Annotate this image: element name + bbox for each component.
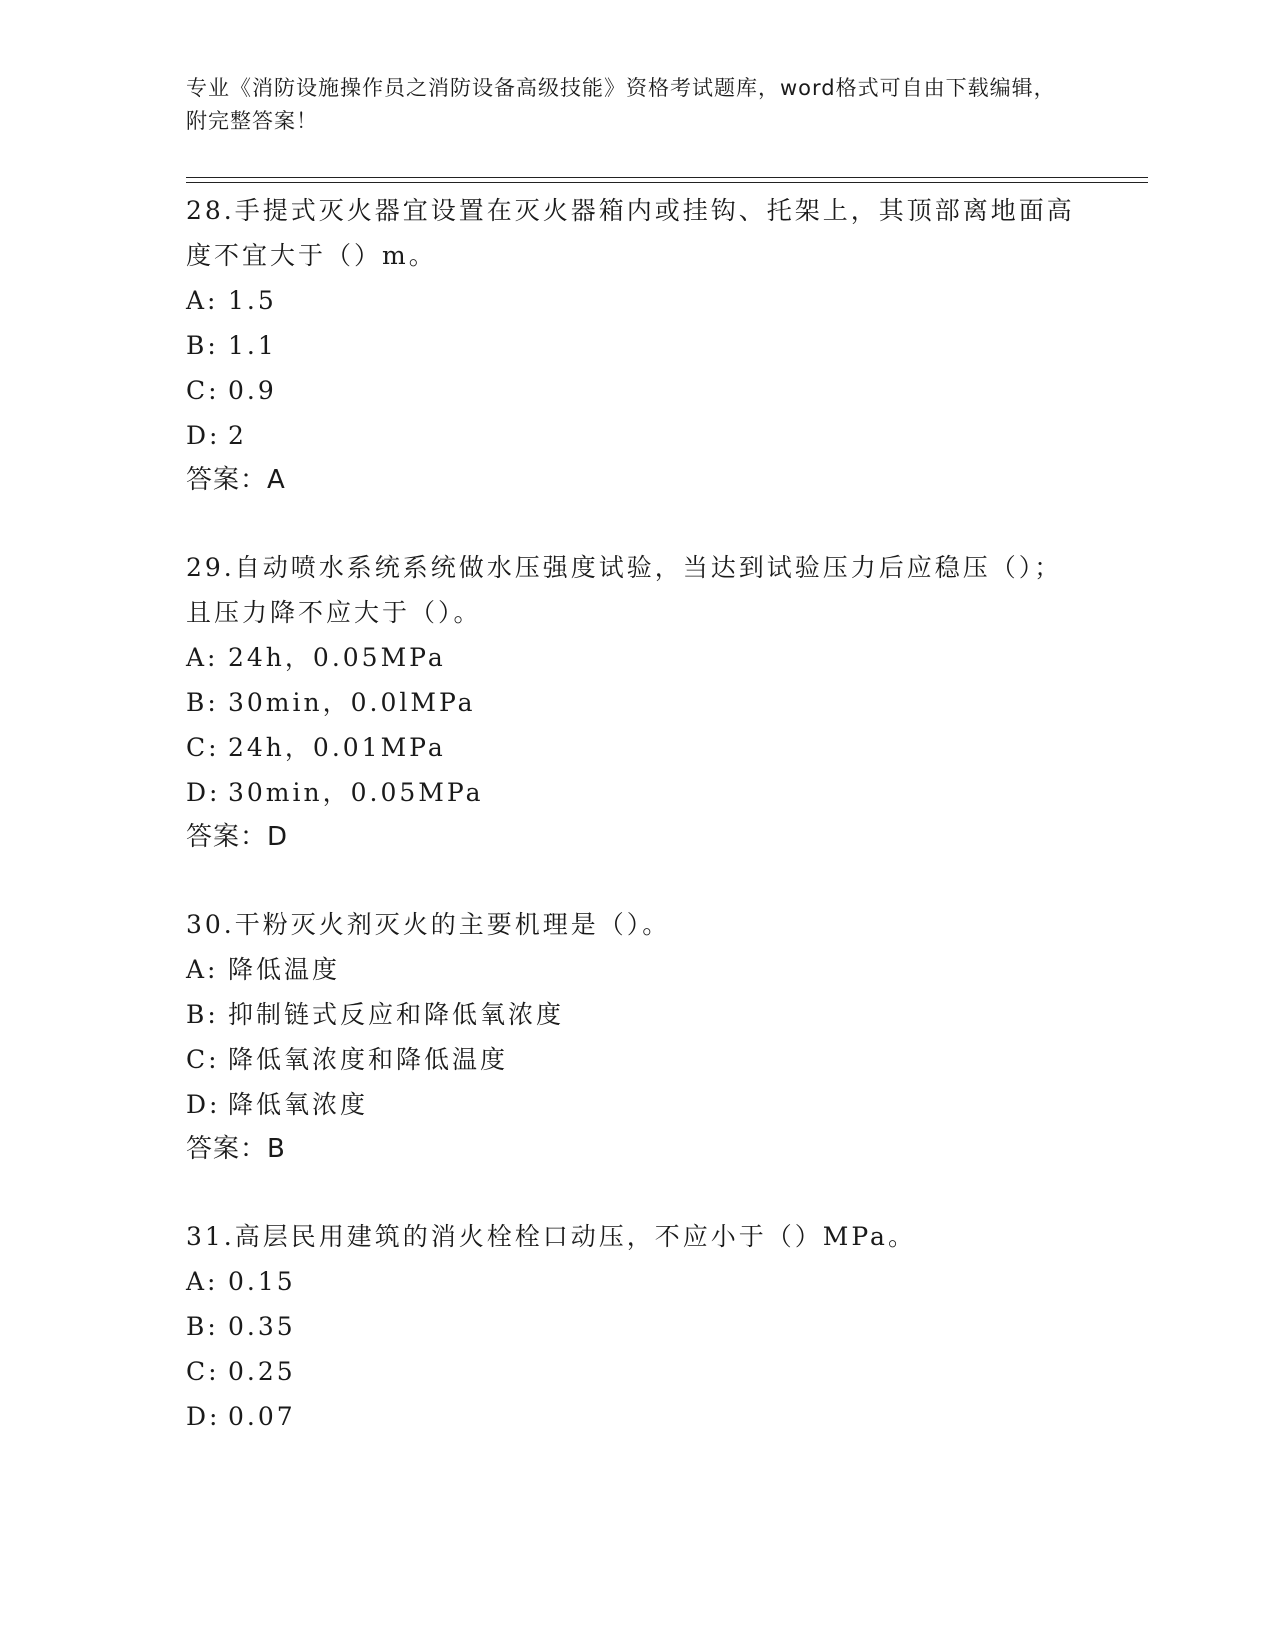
option-b <box>186 680 1086 725</box>
question-29 <box>186 545 1086 860</box>
option-letter: D: <box>186 1090 221 1119</box>
option-a <box>186 278 1086 323</box>
option-text: 24h，0.05MPa <box>228 643 446 672</box>
option-text: 降低氧浓度和降低温度 <box>228 1045 509 1074</box>
option-d <box>186 770 1086 815</box>
option-d <box>186 413 1086 458</box>
option-text: 2 <box>228 421 247 450</box>
option-c <box>186 725 1086 770</box>
option-c <box>186 1037 1086 1082</box>
option-text: 30min，0.05MPa <box>228 778 484 807</box>
option-letter: D: <box>186 1402 221 1431</box>
option-c <box>186 368 1086 413</box>
option-text: 1.5 <box>228 286 277 315</box>
option-letter: A: <box>186 1267 219 1296</box>
question-31 <box>186 1214 1086 1439</box>
answer-line: 答案：B <box>186 1134 286 1164</box>
option-letter: C: <box>186 376 220 405</box>
option-text: 降低温度 <box>228 955 341 984</box>
question-stem: 29.自动喷水系统系统做水压强度试验，当达到试验压力后应稳压（）；且压力降不应大于（）。 <box>186 553 1063 627</box>
option-letter: B: <box>186 331 219 360</box>
option-a <box>186 635 1086 680</box>
question-30 <box>186 902 1086 1172</box>
option-letter: B: <box>186 688 219 717</box>
page-header: 专业《消防设施操作员之消防设备高级技能》资格考试题库，word格式可自由下载编辑，附完整答案！ <box>186 76 1056 133</box>
option-letter: D: <box>186 421 221 450</box>
option-letter: C: <box>186 1045 220 1074</box>
option-text: 降低氧浓度 <box>228 1090 369 1119</box>
question-stem: 28.手提式灭火器宜设置在灭火器箱内或挂钩、托架上，其顶部离地面高度不宜大于（）m。 <box>186 196 1075 270</box>
option-text: 30min，0.0lMPa <box>228 688 476 717</box>
option-a <box>186 947 1086 992</box>
option-c <box>186 1349 1086 1394</box>
option-letter: C: <box>186 733 220 762</box>
header-divider-top <box>186 177 1148 178</box>
option-text: 0.15 <box>228 1267 296 1296</box>
header-divider-bottom <box>186 182 1148 183</box>
option-text: 0.25 <box>228 1357 296 1386</box>
option-text: 24h，0.01MPa <box>228 733 446 762</box>
option-text: 抑制链式反应和降低氧浓度 <box>228 1000 565 1029</box>
option-letter: C: <box>186 1357 220 1386</box>
option-letter: D: <box>186 778 221 807</box>
option-letter: A: <box>186 643 219 672</box>
option-letter: B: <box>186 1312 219 1341</box>
question-28 <box>186 188 1086 503</box>
option-text: 1.1 <box>228 331 277 360</box>
option-b <box>186 323 1086 368</box>
option-d <box>186 1082 1086 1127</box>
option-d <box>186 1394 1086 1439</box>
answer-line: 答案：D <box>186 822 289 852</box>
option-letter: A: <box>186 955 219 984</box>
option-text: 0.9 <box>228 376 277 405</box>
option-text: 0.07 <box>228 1402 296 1431</box>
question-stem: 30.干粉灭火剂灭火的主要机理是（）。 <box>186 910 671 939</box>
option-letter: B: <box>186 1000 219 1029</box>
option-b <box>186 1304 1086 1349</box>
answer-line: 答案：A <box>186 465 286 495</box>
option-text: 0.35 <box>228 1312 296 1341</box>
option-letter: A: <box>186 286 219 315</box>
question-list <box>186 188 1086 1481</box>
option-a <box>186 1259 1086 1304</box>
option-b <box>186 992 1086 1037</box>
question-stem: 31.高层民用建筑的消火栓栓口动压，不应小于（）MPa。 <box>186 1222 916 1251</box>
